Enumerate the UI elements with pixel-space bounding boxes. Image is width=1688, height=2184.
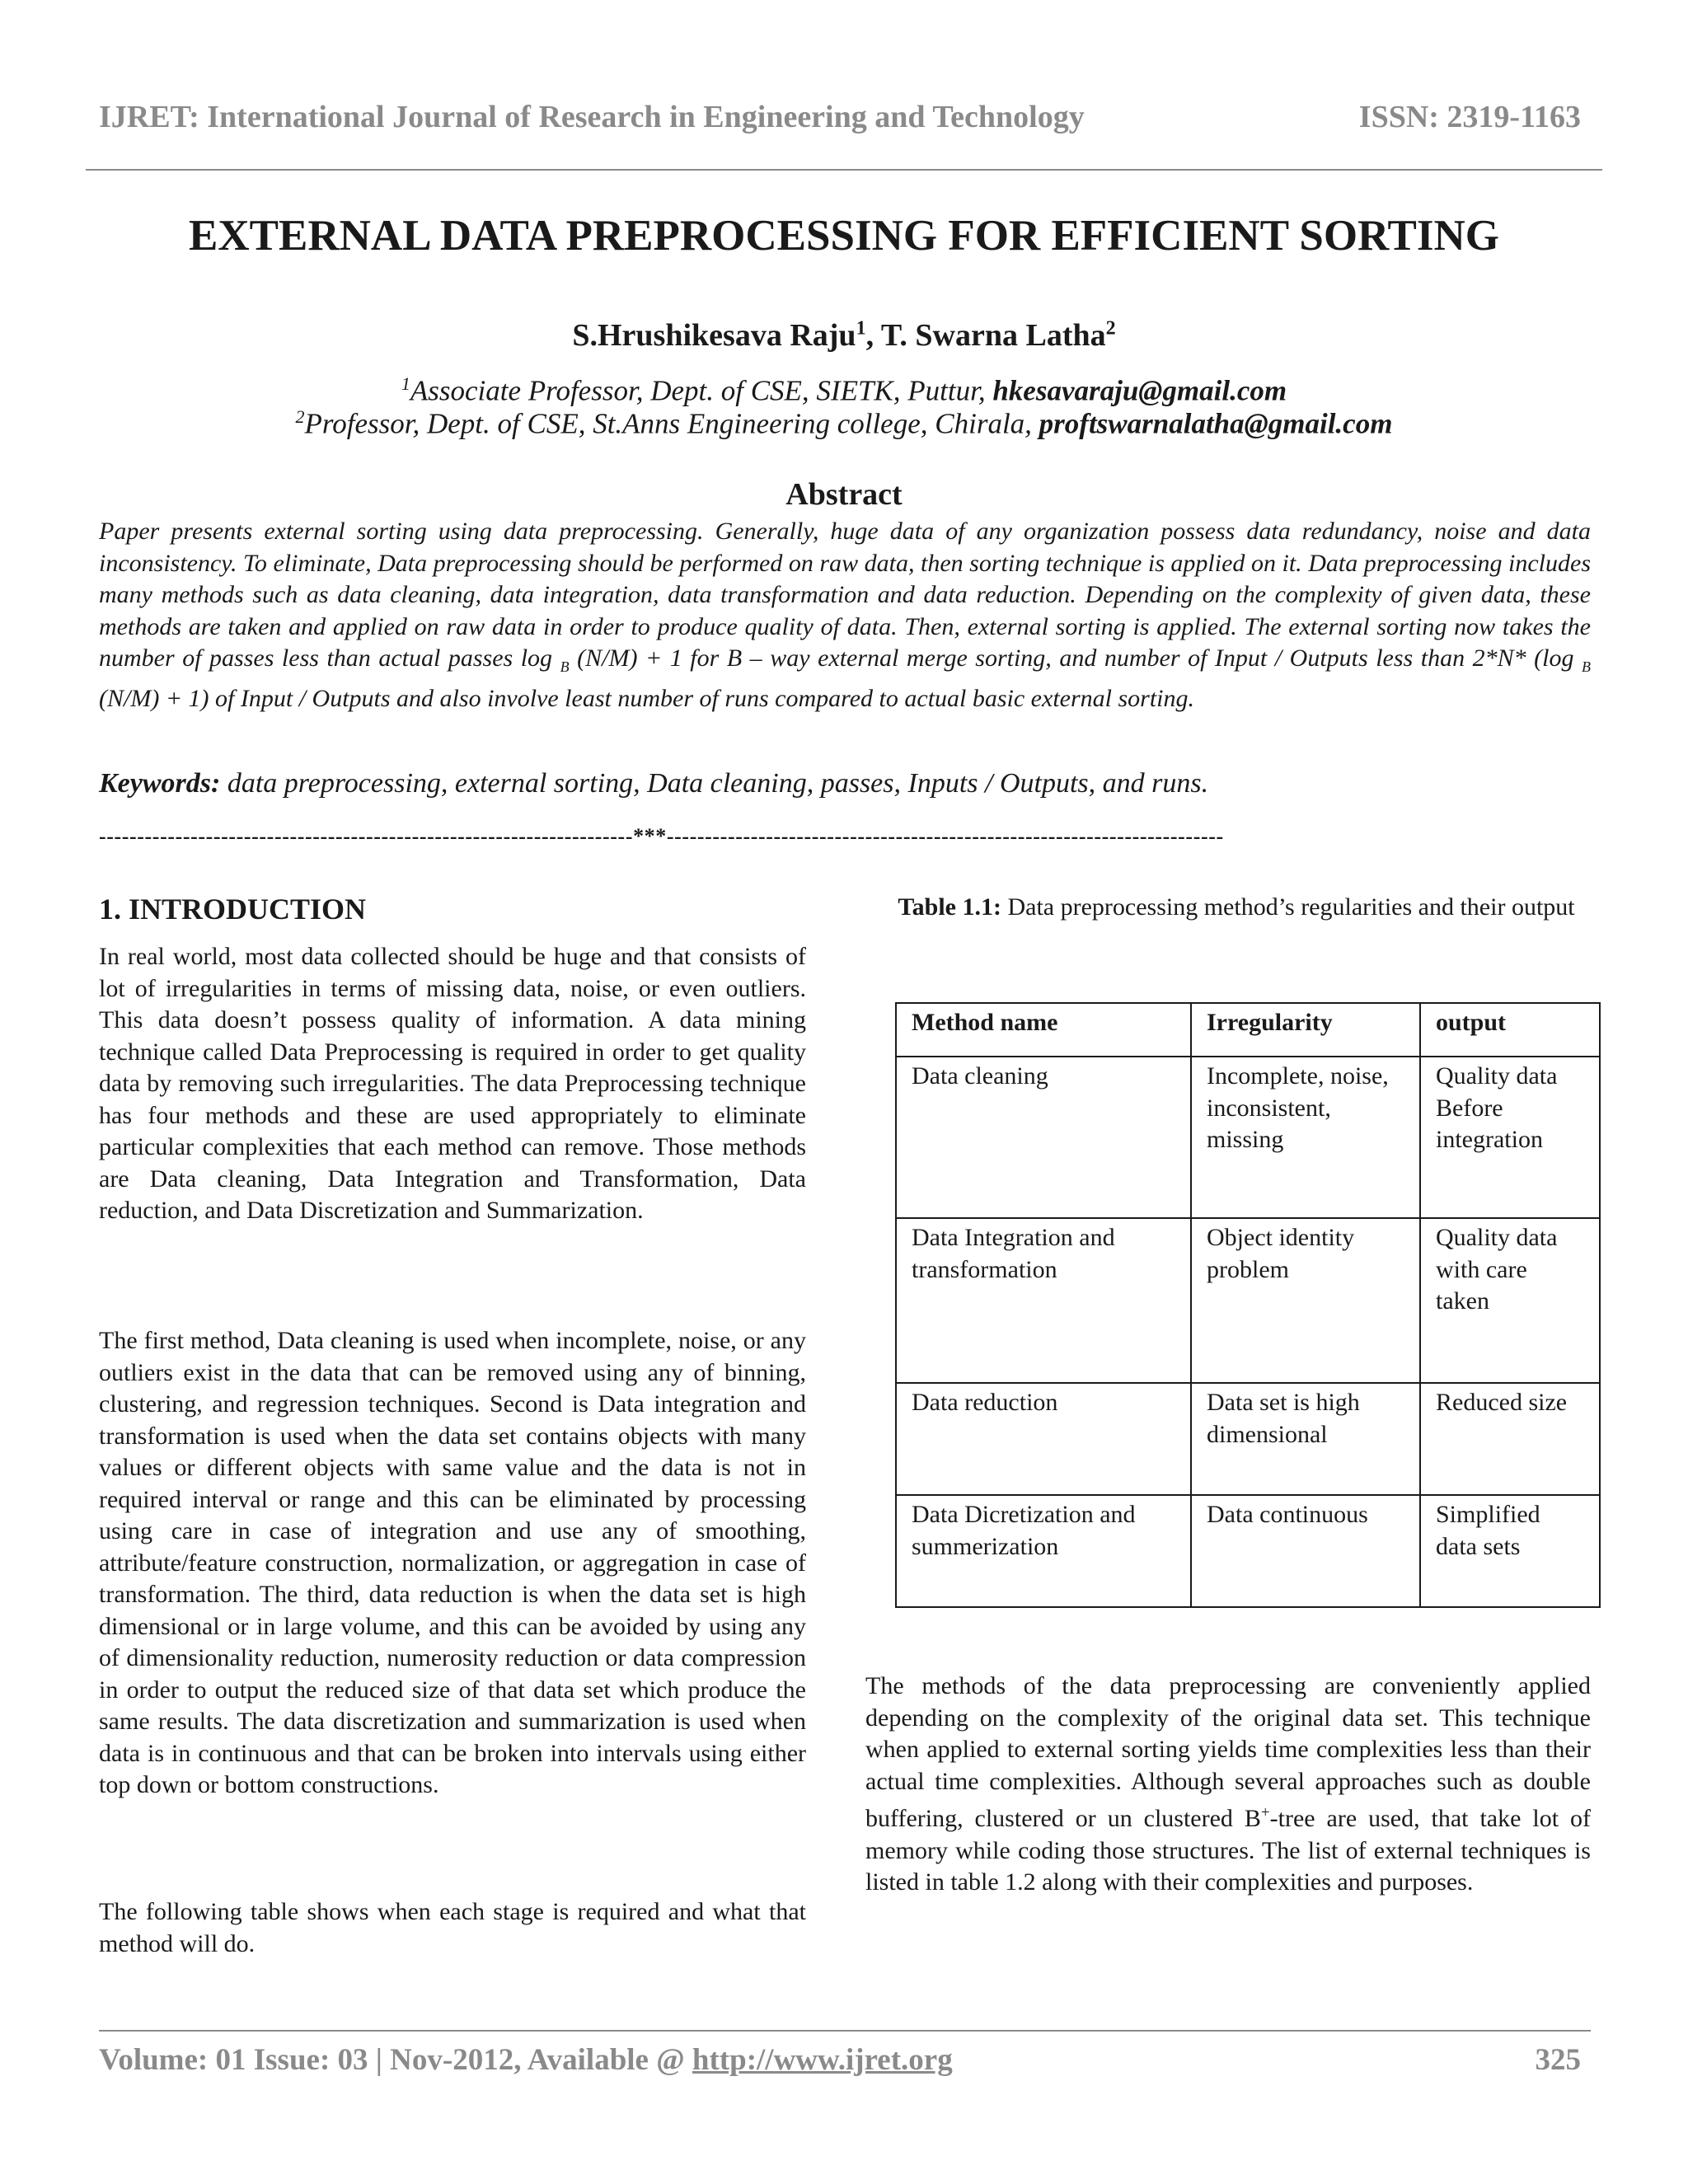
table-row [896, 1057, 1600, 1218]
table-header-cell: output [1420, 1003, 1600, 1057]
abstract-part-2: (N/M) + 1 for B – way external merge sorting, and number of Input / Outputs less than 2*N* (log [569, 644, 1582, 672]
table-cell: Object identity problem [1191, 1218, 1420, 1383]
table-cell: Data set is high dimensional [1191, 1383, 1420, 1495]
abstract-sub-1: B [560, 658, 570, 675]
author-1-mark: 1 [856, 317, 866, 340]
table-header-cell: Irregularity [1191, 1003, 1420, 1057]
table-cell: Data reduction [896, 1383, 1191, 1495]
table-cell: Data Integration and transformation [896, 1218, 1191, 1383]
affiliation-1-text: Associate Professor, Dept. of CSE, SIETK, Puttur, [410, 374, 993, 407]
right-column-paragraph [865, 1671, 1591, 1899]
keywords-label: Keywords: [99, 768, 221, 799]
table-cell: Data continuous [1191, 1495, 1420, 1607]
author-2: T. Swarna Latha [880, 318, 1106, 353]
footer-volume-text: Volume: 01 Issue: 03 | Nov-2012, Available @ [99, 2043, 692, 2077]
table-cell: Incomplete, noise, inconsistent, missing [1191, 1057, 1420, 1218]
table-header-row [896, 1003, 1600, 1057]
affiliation-2-email: proftswarnalatha@gmail.com [1039, 407, 1393, 440]
issn: ISSN: 2319-1163 [1358, 100, 1581, 134]
table-cell: Reduced size [1420, 1383, 1600, 1495]
author-1: S.Hrushikesava Raju [572, 318, 856, 353]
right-para-part-1: The methods of the data preprocessing are conveniently applied depending on the complexity of the original data set. This technique when applied to external sorting yields time complexities less than their actual time complexities. Although several approaches such as double buffering, clustered or un clustered B [865, 1672, 1591, 1832]
intro-paragraph-2: The first method, Data cleaning is used when incomplete, noise, or any outliers exist in the data that can be removed using any of binning, clustering, and regression techniques. Second is Data integration and transformation is used when the data set contains objects with many values or different objects with same value and the data is not in required interval or range and this can be eliminated by processing using care in case of integration and use any of smoothing, attribute/feature construction, normalization, or aggregation in case of transformation. The third, data reduction is when the data set is high dimensional or in large volume, and this can be avoided by using any of dimensionality reduction, numerosity reduction or data compression in order to output the reduced size of that data set which produce the same results. The data discretization and summarization is used when data is in continuous and that can be broken into intervals using either top down or bottom constructions. [99, 1327, 806, 1798]
author-line [0, 317, 1688, 354]
table-caption-label: Table 1.1: [898, 893, 1001, 921]
author-separator: , [865, 318, 881, 353]
intro-paragraph-1: In real world, most data collected should be huge and that consists of lot of irregularities in terms of missing data, noise, or even outliers. This data doesn’t possess quality of information. A data mining technique called Data Preprocessing is required in order to get quality data by removing such irregularities. The data Preprocessing technique has four methods and these are used appropriately to eliminate particular complexities that each method can remove. Those methods are Data cleaning, Data Integration and Transformation, Data reduction, and Data Discretization and Summarization. [99, 943, 806, 1224]
journal-name: IJRET: International Journal of Research in Engineering and Technology [99, 100, 1085, 134]
table-cell: Data Dicretization and summerization [896, 1495, 1191, 1607]
table-row [896, 1218, 1600, 1383]
right-para-sup: + [1260, 1804, 1270, 1821]
affiliation-2 [0, 406, 1688, 441]
abstract-body [99, 516, 1591, 715]
table-cell: Quality data Before integration [1420, 1057, 1600, 1218]
abstract-part-1: Paper presents external sorting using data preprocessing. Generally, huge data of any organization possess data redundancy, noise and data inconsistency. To eliminate, Data preprocessing should be performed on raw data, then sorting technique is applied on it. Data preprocessing includes many methods such as data cleaning, data integration, data transformation and data reduction. Depending on the complexity of given data, these methods are taken and applied on raw data in order to produce quality of data. Then, external sorting is applied. The external sorting now takes the number of passes less than actual passes log [99, 518, 1591, 672]
keywords-text: data preprocessing, external sorting, Data cleaning, passes, Inputs / Outputs, and runs. [220, 768, 1209, 799]
table-cell: Simplified data sets [1420, 1495, 1600, 1607]
table-row [896, 1383, 1600, 1495]
table-caption-text: Data preprocessing method’s regularities and their output [1001, 893, 1575, 921]
abstract-sub-2: B [1582, 658, 1592, 675]
section-heading-introduction: 1. INTRODUCTION [99, 893, 367, 926]
section-separator: ----------------------------------------------------------------------***------------------------------------------------------------------------- [99, 824, 1224, 848]
affiliation-1-mark: 1 [401, 373, 410, 394]
footer-citation [99, 2042, 953, 2078]
table-row [896, 1495, 1600, 1607]
abstract-part-3: (N/M) + 1) of Input / Outputs and also involve least number of runs compared to actual basic external sorting. [99, 684, 1194, 712]
table-cell: Data cleaning [896, 1057, 1191, 1218]
intro-paragraph-3: The following table shows when each stage is required and what that method will do. [99, 1898, 806, 1957]
journal-link[interactable]: http://www.ijret.org [692, 2043, 953, 2077]
paper-title: EXTERNAL DATA PREPROCESSING FOR EFFICIENT SORTING [189, 212, 1499, 260]
right-para-part-2: -tree are used, that take lot of memory while coding those structures. The list of external techniques is listed in table 1.2 along with their complexities and purposes. [865, 1805, 1591, 1896]
affiliation-1-email: hkesavaraju@gmail.com [992, 374, 1287, 407]
table-header-cell: Method name [896, 1003, 1191, 1057]
author-2-mark: 2 [1105, 317, 1116, 340]
affiliation-1 [0, 373, 1688, 408]
table-cell: Quality data with care taken [1420, 1218, 1600, 1383]
footer-divider [99, 2030, 1591, 2032]
table-caption [865, 892, 1607, 924]
preprocessing-table [895, 1002, 1601, 1608]
abstract-heading: Abstract [785, 477, 903, 512]
page-number: 325 [1535, 2043, 1581, 2077]
affiliation-2-mark: 2 [295, 406, 305, 427]
affiliation-2-text: Professor, Dept. of CSE, St.Anns Engineering college, Chirala, [304, 407, 1039, 440]
header-divider [86, 169, 1602, 171]
keywords [99, 768, 1591, 799]
